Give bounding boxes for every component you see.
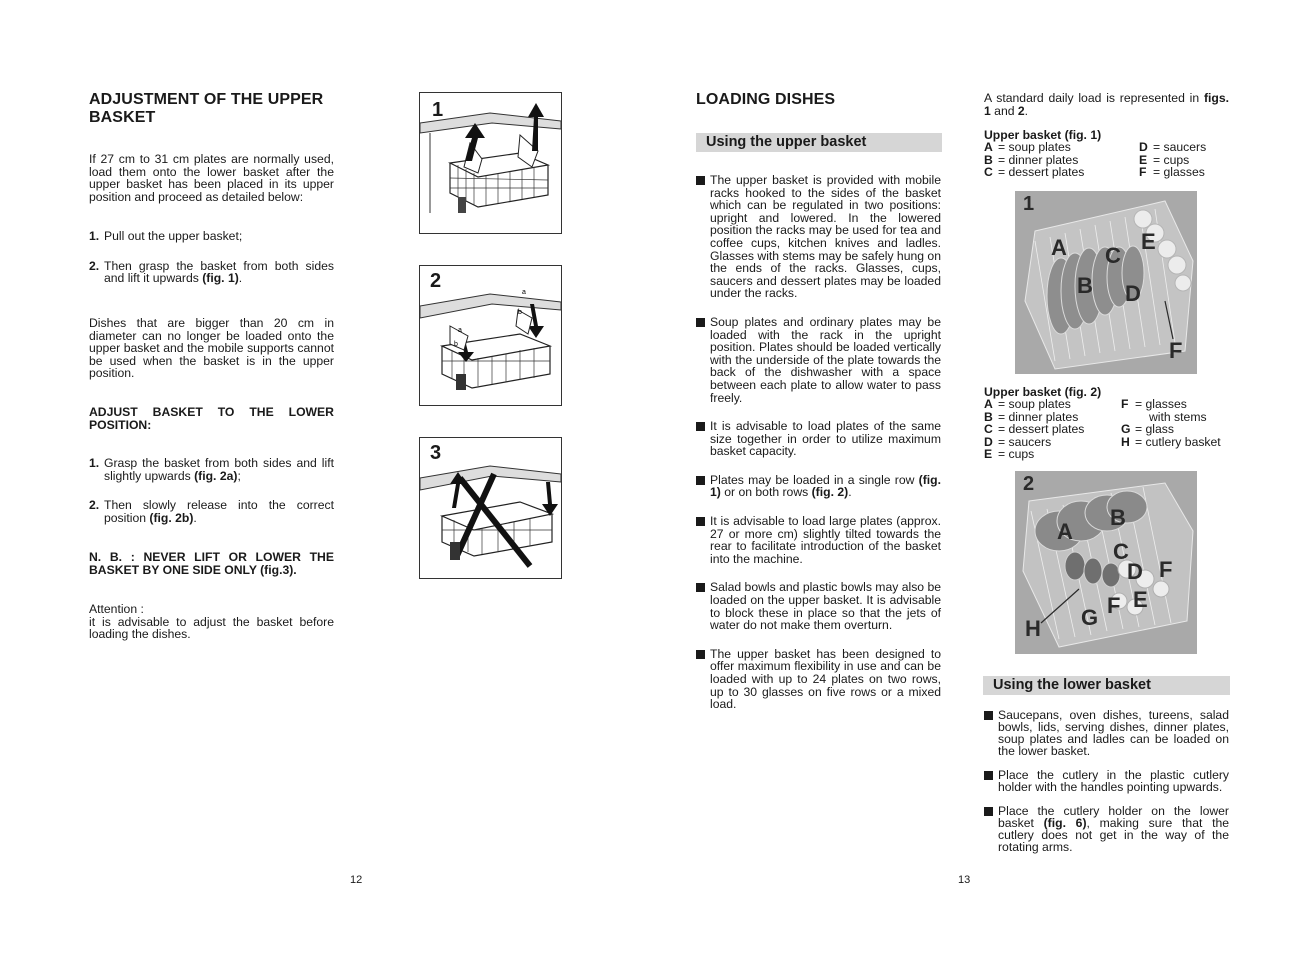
fig1-legend-title: Upper basket (fig. 1)	[984, 128, 1102, 142]
attention-note	[89, 603, 334, 641]
legend-item: D = saucers	[984, 434, 1052, 449]
bullet-same-size: It is advisable to load plates of the same size together in order to utilize maximum basket capacity.	[696, 420, 941, 458]
basket-lower-illustration	[420, 266, 561, 405]
label-F: F	[1169, 338, 1183, 363]
page-title-loading: LOADING DISHES	[696, 91, 836, 108]
page-number-left: 12	[350, 874, 363, 886]
mark-a: a	[522, 289, 526, 296]
label-H: H	[1025, 616, 1041, 641]
dishes-note: Dishes that are bigger than 20 cm in diameter can no longer be loaded onto the upper basket and the mobile supports cannot be used when the basket is in the upper position.	[89, 316, 334, 381]
page-number-right: 13	[958, 874, 971, 886]
legend-item: B = dinner plates	[984, 409, 1079, 424]
legend-item: A = soup plates	[984, 140, 1071, 154]
label-B: B	[1110, 505, 1126, 530]
step-list-a	[89, 230, 334, 285]
figure-1-lift-basket	[419, 92, 562, 234]
step-1-grasp: 1. Grasp the basket from both sides and lift slightly upwards (fig. 2a);	[89, 456, 334, 483]
legend-item: C = dessert plates	[984, 422, 1085, 436]
section-lower-basket: Using the lower basket	[983, 676, 1230, 695]
bullet-square-icon	[984, 807, 993, 816]
legend-item: G = glass	[1121, 422, 1174, 436]
label-A: A	[1051, 235, 1067, 260]
legend-item: with stems	[1149, 409, 1207, 424]
bullet-saucepans: Saucepans, oven dishes, tureens, salad bowls, lids, serving dishes, dinner plates, soup plates and ladles can be loaded on the lower basket.	[984, 709, 1229, 757]
bullet-square-icon	[696, 517, 705, 526]
legend-item: F = glasses	[1139, 165, 1205, 179]
nb-warning: N. B. : NEVER LIFT OR LOWER THE BASKET BY ONE SIDE ONLY (fig.3).	[89, 550, 334, 577]
figure-2-lower-basket	[419, 265, 562, 406]
mark-b: b	[454, 341, 458, 348]
bullet-cutlery-holder: Place the cutlery in the plastic cutlery holder with the handles pointing upwards.	[984, 769, 1229, 793]
legend-item: H = cutlery basket	[1121, 434, 1221, 449]
label-E: E	[1133, 587, 1148, 612]
photo-upper-basket-fig2	[1015, 471, 1197, 654]
bullet-square-icon	[696, 476, 705, 485]
photo-upper-basket-fig1	[1015, 191, 1197, 374]
standard-load-note: A standard daily load is represented in figs. 1 and 2.	[984, 91, 1229, 118]
attention-text: it is advisable to adjust the basket before loading the dishes.	[89, 614, 334, 642]
bullet-large-plates: It is advisable to load large plates (approx. 27 or more cm) slightly tilted towards the rear to facilitate introduction of the basket into the machine.	[696, 515, 941, 565]
bullet-square-icon	[696, 650, 705, 659]
legend-item: E = cups	[984, 447, 1035, 461]
bullet-square-icon	[696, 176, 705, 185]
fig2-legend-title: Upper basket (fig. 2)	[984, 385, 1102, 399]
photo-number: 2	[1023, 473, 1035, 495]
label-D: D	[1127, 559, 1143, 584]
bullet-square-icon	[984, 771, 993, 780]
fig2-legend-right	[1121, 398, 1231, 448]
fig2-legend-left	[984, 398, 1116, 461]
lower-basket-bullets	[984, 709, 1229, 853]
attention-label: Attention :	[89, 602, 144, 616]
label-F: F	[1107, 593, 1121, 618]
legend-item: E = cups	[1139, 152, 1190, 167]
label-F: F	[1159, 557, 1173, 582]
fig1-legend-left	[984, 141, 1134, 179]
legend-item: A = soup plates	[984, 397, 1071, 411]
figure-number: 3	[430, 442, 442, 464]
fig1-legend-right	[1139, 141, 1229, 179]
basket-wrong-lift-illustration	[420, 438, 561, 578]
label-D: D	[1125, 281, 1141, 306]
step-list-b	[89, 457, 334, 524]
legend-item: C = dessert plates	[984, 165, 1085, 179]
page-title-adjustment: ADJUSTMENT OF THE UPPER BASKET	[89, 91, 324, 126]
legend-item: B = dinner plates	[984, 152, 1079, 167]
figure-number: 1	[432, 99, 444, 121]
legend-item: D = saucers	[1139, 140, 1207, 154]
label-A: A	[1057, 519, 1073, 544]
photo-number: 1	[1023, 193, 1035, 215]
figure-3-one-side-warning	[419, 437, 562, 579]
label-C: C	[1113, 539, 1129, 564]
bullet-single-row: Plates may be loaded in a single row (fig. 1) or on both rows (fig. 2).	[696, 474, 941, 499]
label-E: E	[1141, 229, 1156, 254]
bullet-cutlery-placement: Place the cutlery holder on the lower basket (fig. 6), making sure that the cutlery does not get in the way of the rotating arms.	[984, 805, 1229, 853]
bullet-salad-bowls: Salad bowls and plastic bowls may also be loaded on the upper basket. It is advisable to block these in place so that the jets of water do not make them overturn.	[696, 581, 941, 631]
upper-basket-bullets	[696, 174, 941, 711]
bullet-square-icon	[696, 583, 705, 592]
lower-position-heading: ADJUST BASKET TO THE LOWER POSITION:	[89, 405, 334, 432]
bullet-square-icon	[984, 711, 993, 720]
legend-item: F = glasses	[1121, 397, 1187, 411]
label-G: G	[1081, 605, 1099, 630]
step-1-pull-out: 1. Pull out the upper basket;	[89, 229, 243, 243]
step-2-lift: 2. Then grasp the basket from both sides and lift it upwards (fig. 1).	[89, 258, 334, 286]
mark-b: b	[518, 309, 522, 316]
section-upper-basket: Using the upper basket	[696, 133, 942, 152]
mark-a: a	[458, 327, 462, 334]
step-2-release: 2. Then slowly release into the correct position (fig. 2b).	[89, 498, 334, 525]
bullet-square-icon	[696, 318, 705, 327]
bullet-mobile-racks: The upper basket is provided with mobile racks hooked to the sides of the basket which can be regulated in two positions: upright and lowered. In the lowered position the racks may be used for tea and coffee cups, kitchen knives and ladles. Glasses with stems may be safely hung on the ends of the racks. Glasses, cups, saucers and dessert plates may be loaded under the racks.	[696, 174, 941, 300]
bullet-square-icon	[696, 422, 705, 431]
label-B: B	[1077, 273, 1093, 298]
bullet-soup-plates: Soup plates and ordinary plates may be loaded with the rack in the upright position. Plates should be loaded vertically with the underside of the plate towards the back of the dishwasher with a space between each plate to allow water to pass freely.	[696, 316, 941, 404]
bullet-flexibility: The upper basket has been designed to offer maximum flexibility in use and can be loaded with up to 24 plates on two rows, up to 30 glasses on five rows or a mixed load.	[696, 648, 941, 711]
label-C: C	[1105, 243, 1121, 268]
figure-number: 2	[430, 270, 442, 292]
intro-paragraph: If 27 cm to 31 cm plates are normally used, load them onto the lower basket after the upper basket has been placed in its upper position and proceed as detailed below:	[89, 152, 334, 204]
